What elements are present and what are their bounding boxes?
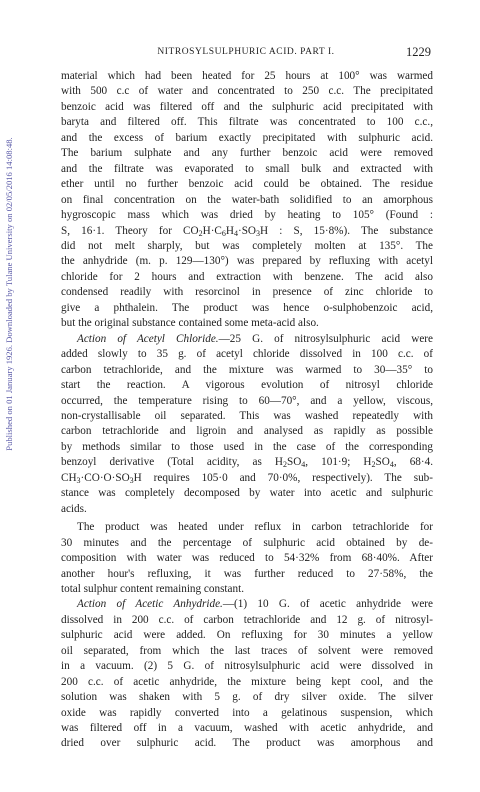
running-title: NITROSYLSULPHURIC ACID. PART I. bbox=[157, 47, 335, 57]
page-header bbox=[61, 47, 431, 63]
text-line: ether until no further benzoic acid could be obtained. The residue bbox=[61, 178, 433, 191]
text-line: benzoic acid was filtered off and the sulphuric acid precipitated with bbox=[61, 100, 433, 113]
text-line: total sulphur content remaining constant. bbox=[61, 582, 244, 595]
text-line: give a phthalein. The product was hence o-sulphobenzoic acid, bbox=[61, 301, 433, 314]
text-line: but the original substance contained some meta-acid also. bbox=[61, 317, 319, 330]
text-line: solution was shaken with 5 g. of dry silver oxide. The silver bbox=[61, 691, 433, 704]
formula-line-ch3: $CH_3\cdot CO\cdot O\cdot SO_3H$ requires 105·0 and 70·0%, respectively). The sub- bbox=[61, 471, 433, 485]
text-line: oil separated, from which the last traces of solvent were removed bbox=[61, 644, 433, 657]
text-line: carbon tetrachloride, and the mixture was warmed to 30—35° to bbox=[61, 363, 433, 376]
text-line: the anhydride (m. p. 129—130°) was prepared by refluxing with acetyl bbox=[61, 255, 433, 268]
text-line: another hour's refluxing, it was further reduced to 27·58%, the bbox=[61, 567, 433, 580]
text-line: and the excess of barium exactly precipitated with sulphuric acid. bbox=[61, 131, 433, 144]
text-line: 30 minutes and the percentage of sulphuric acid obtained by de- bbox=[61, 536, 433, 549]
text-line: added slowly to 35 g. of acetyl chloride dissolved in 100 c.c. of bbox=[61, 348, 433, 361]
article-body bbox=[61, 69, 433, 752]
text-line: baryta and filtered off. This filtrate was concentrated to 100 c.c., bbox=[61, 116, 433, 129]
text-line: stance was completely decomposed by water into acetic and sulphuric bbox=[61, 487, 433, 500]
text-line: hygroscopic mass which was dried by heating to 105° (Found : bbox=[61, 209, 433, 222]
text-line: The product was heated under reflux in carbon tetrachloride for bbox=[77, 521, 433, 534]
text-line: and the filtrate was evaporated to small bulk and extracted with bbox=[61, 162, 433, 175]
download-notice bbox=[3, 94, 15, 494]
text-line: on final concentration on the water-bath solidified to an amorphous bbox=[61, 193, 433, 206]
section-heading: Action of Acetyl Chloride. bbox=[77, 332, 219, 345]
text-line: dissolved in 200 c.c. of carbon tetrachloride and 12 g. of nitrosyl- bbox=[61, 613, 433, 626]
text-line: chloride for 2 hours and extraction with benzene. The acid also bbox=[61, 270, 433, 283]
text-line: with 500 c.c of water and concentrated to 250 c.c. The precipitated bbox=[61, 85, 433, 98]
section-acetyl-chloride: Action of Acetyl Chloride.—25 G. of nitrosylsulphuric acid were bbox=[77, 332, 433, 345]
text-line: 200 c.c. of acetic anhydride, the mixture being kept cool, and the bbox=[61, 675, 433, 688]
text-line: The barium sulphate and any further benzoic acid were removed bbox=[61, 147, 433, 160]
section-heading: Action of Acetic Anhydride. bbox=[77, 598, 223, 611]
text-line: in a vacuum. (2) 5 G. of nitrosylsulphuric acid were dissolved in bbox=[61, 660, 433, 673]
text-line: start the reaction. A vigorous evolution of nitrosyl chloride bbox=[61, 379, 433, 392]
text-line: was filtered off in a vacuum, washed with acetic anhydride, and bbox=[61, 722, 433, 735]
text-line: non-crystallisable oil separated. This was washed repeatedly with bbox=[61, 409, 433, 422]
text-line: dried over sulphuric acid. The product was amorphous and bbox=[61, 737, 433, 750]
text-line: carbon tetrachloride and ligroin and analysed as rapidly as possible bbox=[61, 425, 433, 438]
section-acetic-anhydride: Action of Acetic Anhydride.—(1) 10 G. of acetic anhydride were bbox=[77, 598, 433, 611]
text-line: composition with water was reduced to 54·32% from 68·40%. After bbox=[61, 552, 433, 565]
formula-line-benzoyl: benzoyl derivative (Total acidity, as $H_2SO_4$, 101·9; $H_2SO_4$, 68·4. bbox=[61, 456, 433, 470]
text-line: did not melt sharply, but was completely molten at 135°. The bbox=[61, 239, 433, 252]
text-line: material which had been heated for 25 hours at 100° was warmed bbox=[61, 70, 433, 82]
text-line: acids. bbox=[61, 502, 87, 515]
download-notice-text: Published on 01 January 1926. Downloaded by Tulane University on 02/05/2016 14:08:48. bbox=[4, 137, 14, 451]
text-line: sulphuric acid were added. On refluxing for 30 minutes a yellow bbox=[61, 629, 433, 642]
text-line: condensed readily with resorcinol in presence of zinc chloride to bbox=[61, 286, 433, 299]
formula-line-found: S, 16·1. Theory for $CO_2H\cdot C_6H_4\cdot SO_3H$ : S, 15·8%). The substance bbox=[61, 224, 433, 238]
text-line: by methods similar to those used in the case of the corresponding bbox=[61, 440, 433, 453]
text-line: oxide was rapidly converted into a gelatinous suspension, which bbox=[61, 706, 433, 719]
page-number: 1229 bbox=[406, 45, 431, 59]
text-line: occurred, the temperature rising to 60—70°, and a yellow, viscous, bbox=[61, 394, 433, 407]
